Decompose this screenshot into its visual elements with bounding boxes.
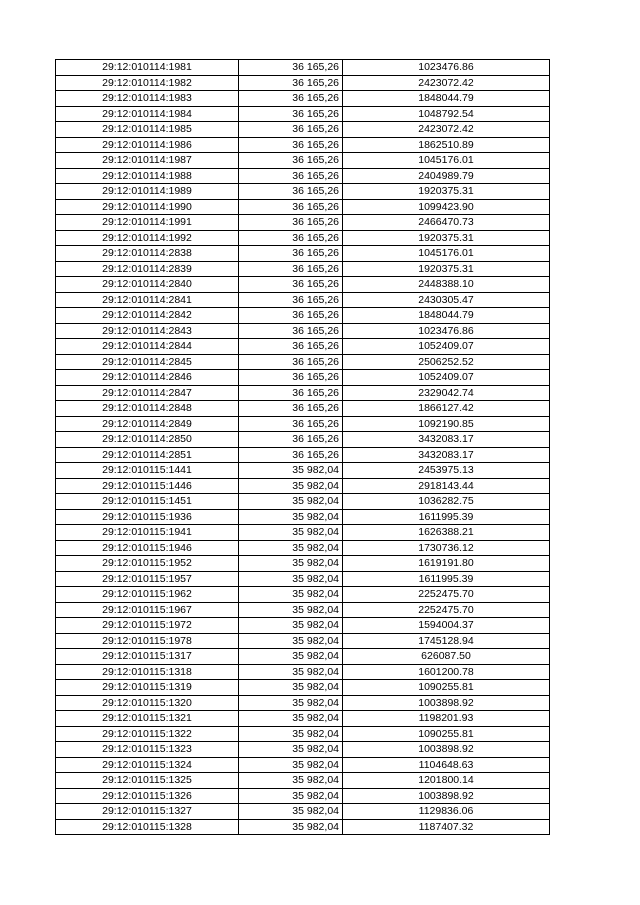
cadastral-number-cell: 29:12:010115:1967 — [56, 602, 239, 618]
table-row — [56, 618, 550, 634]
specific-value-cell: 36 165,26 — [239, 292, 343, 308]
table-row — [56, 122, 550, 138]
cadastral-number-cell: 29:12:010114:2845 — [56, 354, 239, 370]
cadastral-number-cell: 29:12:010115:1326 — [56, 788, 239, 804]
cadastral-number-cell: 29:12:010114:1988 — [56, 168, 239, 184]
cadastral-number-cell: 29:12:010115:1322 — [56, 726, 239, 742]
specific-value-cell: 36 165,26 — [239, 230, 343, 246]
cadastral-value-cell: 1619191.80 — [343, 556, 550, 572]
table-row — [56, 478, 550, 494]
table-row — [56, 199, 550, 215]
cadastral-number-cell: 29:12:010114:2838 — [56, 246, 239, 262]
cadastral-number-cell: 29:12:010114:1983 — [56, 91, 239, 107]
cadastral-number-cell: 29:12:010114:2844 — [56, 339, 239, 355]
cadastral-number-cell: 29:12:010115:1327 — [56, 804, 239, 820]
cadastral-number-cell: 29:12:010114:2849 — [56, 416, 239, 432]
cadastral-value-cell: 2404989.79 — [343, 168, 550, 184]
specific-value-cell: 35 982,04 — [239, 633, 343, 649]
table-row — [56, 60, 550, 76]
cadastral-value-cell: 1048792.54 — [343, 106, 550, 122]
cadastral-value-cell: 1052409.07 — [343, 339, 550, 355]
specific-value-cell: 35 982,04 — [239, 680, 343, 696]
specific-value-cell: 35 982,04 — [239, 556, 343, 572]
cadastral-value-cell: 2466470.73 — [343, 215, 550, 231]
specific-value-cell: 36 165,26 — [239, 215, 343, 231]
table-row — [56, 230, 550, 246]
table-row — [56, 587, 550, 603]
cadastral-value-cell: 1745128.94 — [343, 633, 550, 649]
table-row — [56, 292, 550, 308]
table-row — [56, 664, 550, 680]
specific-value-cell: 35 982,04 — [239, 804, 343, 820]
specific-value-cell: 35 982,04 — [239, 525, 343, 541]
table-row — [56, 401, 550, 417]
cadastral-number-cell: 29:12:010115:1946 — [56, 540, 239, 556]
cadastral-value-cell: 3432083.17 — [343, 432, 550, 448]
table-row — [56, 711, 550, 727]
cadastral-number-cell: 29:12:010115:1328 — [56, 819, 239, 835]
cadastral-number-cell: 29:12:010115:1972 — [56, 618, 239, 634]
cadastral-value-cell: 1920375.31 — [343, 230, 550, 246]
specific-value-cell: 35 982,04 — [239, 788, 343, 804]
cadastral-value-cell: 1848044.79 — [343, 308, 550, 324]
specific-value-cell: 36 165,26 — [239, 246, 343, 262]
cadastral-number-cell: 29:12:010114:2850 — [56, 432, 239, 448]
cadastral-number-cell: 29:12:010114:2839 — [56, 261, 239, 277]
specific-value-cell: 36 165,26 — [239, 168, 343, 184]
table-row — [56, 339, 550, 355]
cadastral-number-cell: 29:12:010114:2846 — [56, 370, 239, 386]
table-row — [56, 308, 550, 324]
specific-value-cell: 35 982,04 — [239, 695, 343, 711]
cadastral-number-cell: 29:12:010115:1319 — [56, 680, 239, 696]
cadastral-value-cell: 2506252.52 — [343, 354, 550, 370]
specific-value-cell: 36 165,26 — [239, 261, 343, 277]
table-row — [56, 571, 550, 587]
specific-value-cell: 36 165,26 — [239, 339, 343, 355]
table-row — [56, 385, 550, 401]
cadastral-number-cell: 29:12:010114:1989 — [56, 184, 239, 200]
cadastral-value-cell: 2423072.42 — [343, 122, 550, 138]
cadastral-value-cell: 1730736.12 — [343, 540, 550, 556]
table-row — [56, 788, 550, 804]
cadastral-value-cell: 1920375.31 — [343, 184, 550, 200]
table-row — [56, 354, 550, 370]
cadastral-value-cell: 1862510.89 — [343, 137, 550, 153]
cadastral-number-cell: 29:12:010114:2840 — [56, 277, 239, 293]
cadastral-value-cell: 3432083.17 — [343, 447, 550, 463]
table-row — [56, 540, 550, 556]
specific-value-cell: 36 165,26 — [239, 385, 343, 401]
cadastral-number-cell: 29:12:010115:1936 — [56, 509, 239, 525]
table-row — [56, 277, 550, 293]
table-row — [56, 370, 550, 386]
cadastral-number-cell: 29:12:010114:2851 — [56, 447, 239, 463]
specific-value-cell: 35 982,04 — [239, 742, 343, 758]
cadastral-value-cell: 1003898.92 — [343, 695, 550, 711]
table-row — [56, 556, 550, 572]
cadastral-number-cell: 29:12:010115:1941 — [56, 525, 239, 541]
table-row — [56, 494, 550, 510]
specific-value-cell: 35 982,04 — [239, 494, 343, 510]
table-row — [56, 819, 550, 835]
specific-value-cell: 35 982,04 — [239, 649, 343, 665]
specific-value-cell: 35 982,04 — [239, 587, 343, 603]
cadastral-number-cell: 29:12:010114:2843 — [56, 323, 239, 339]
cadastral-number-cell: 29:12:010114:1981 — [56, 60, 239, 76]
table-row — [56, 509, 550, 525]
cadastral-number-cell: 29:12:010115:1324 — [56, 757, 239, 773]
table-row — [56, 215, 550, 231]
cadastral-value-cell: 1198201.93 — [343, 711, 550, 727]
cadastral-number-cell: 29:12:010114:2847 — [56, 385, 239, 401]
specific-value-cell: 35 982,04 — [239, 773, 343, 789]
cadastral-number-cell: 29:12:010115:1323 — [56, 742, 239, 758]
specific-value-cell: 35 982,04 — [239, 711, 343, 727]
cadastral-value-cell: 2448388.10 — [343, 277, 550, 293]
cadastral-value-cell: 1594004.37 — [343, 618, 550, 634]
table-row — [56, 726, 550, 742]
cadastral-value-cell: 1611995.39 — [343, 571, 550, 587]
specific-value-cell: 35 982,04 — [239, 540, 343, 556]
specific-value-cell: 35 982,04 — [239, 819, 343, 835]
cadastral-number-cell: 29:12:010114:1985 — [56, 122, 239, 138]
table-body — [56, 60, 550, 835]
cadastral-value-cell: 2430305.47 — [343, 292, 550, 308]
table-row — [56, 323, 550, 339]
table-row — [56, 602, 550, 618]
cadastral-value-cell: 1187407.32 — [343, 819, 550, 835]
table-row — [56, 75, 550, 91]
cadastral-value-cell: 1092190.85 — [343, 416, 550, 432]
specific-value-cell: 36 165,26 — [239, 75, 343, 91]
cadastral-value-cell: 1848044.79 — [343, 91, 550, 107]
cadastral-number-cell: 29:12:010114:1991 — [56, 215, 239, 231]
cadastral-number-cell: 29:12:010115:1441 — [56, 463, 239, 479]
table-row — [56, 463, 550, 479]
specific-value-cell: 35 982,04 — [239, 478, 343, 494]
specific-value-cell: 36 165,26 — [239, 447, 343, 463]
cadastral-number-cell: 29:12:010115:1446 — [56, 478, 239, 494]
cadastral-value-cell: 1601200.78 — [343, 664, 550, 680]
table-row — [56, 447, 550, 463]
specific-value-cell: 36 165,26 — [239, 308, 343, 324]
specific-value-cell: 36 165,26 — [239, 60, 343, 76]
table-row — [56, 633, 550, 649]
cadastral-number-cell: 29:12:010115:1317 — [56, 649, 239, 665]
cadastral-value-cell: 1023476.86 — [343, 60, 550, 76]
cadastral-value-cell: 2252475.70 — [343, 602, 550, 618]
cadastral-value-cell: 2918143.44 — [343, 478, 550, 494]
table-row — [56, 680, 550, 696]
cadastral-number-cell: 29:12:010115:1978 — [56, 633, 239, 649]
specific-value-cell: 36 165,26 — [239, 122, 343, 138]
specific-value-cell: 35 982,04 — [239, 602, 343, 618]
cadastral-number-cell: 29:12:010114:1984 — [56, 106, 239, 122]
table-row — [56, 695, 550, 711]
table-row — [56, 153, 550, 169]
table-row — [56, 91, 550, 107]
cadastral-value-cell: 1052409.07 — [343, 370, 550, 386]
specific-value-cell: 36 165,26 — [239, 323, 343, 339]
cadastral-number-cell: 29:12:010115:1962 — [56, 587, 239, 603]
table-row — [56, 649, 550, 665]
cadastral-number-cell: 29:12:010114:1986 — [56, 137, 239, 153]
specific-value-cell: 36 165,26 — [239, 432, 343, 448]
cadastral-value-cell: 1045176.01 — [343, 153, 550, 169]
specific-value-cell: 36 165,26 — [239, 106, 343, 122]
specific-value-cell: 36 165,26 — [239, 401, 343, 417]
cadastral-value-cell: 1023476.86 — [343, 323, 550, 339]
specific-value-cell: 35 982,04 — [239, 509, 343, 525]
table-row — [56, 261, 550, 277]
cadastral-value-cell: 1201800.14 — [343, 773, 550, 789]
table-row — [56, 137, 550, 153]
cadastral-value-cell: 1104648.63 — [343, 757, 550, 773]
specific-value-cell: 35 982,04 — [239, 757, 343, 773]
specific-value-cell: 36 165,26 — [239, 277, 343, 293]
cadastral-value-cell: 1129836.06 — [343, 804, 550, 820]
table-row — [56, 106, 550, 122]
specific-value-cell: 36 165,26 — [239, 137, 343, 153]
specific-value-cell: 36 165,26 — [239, 199, 343, 215]
specific-value-cell: 36 165,26 — [239, 91, 343, 107]
cadastral-value-cell: 1920375.31 — [343, 261, 550, 277]
cadastral-value-table — [55, 59, 550, 835]
cadastral-number-cell: 29:12:010114:2842 — [56, 308, 239, 324]
cadastral-number-cell: 29:12:010115:1451 — [56, 494, 239, 510]
cadastral-number-cell: 29:12:010115:1320 — [56, 695, 239, 711]
cadastral-value-cell: 1090255.81 — [343, 726, 550, 742]
table-row — [56, 773, 550, 789]
specific-value-cell: 36 165,26 — [239, 370, 343, 386]
cadastral-value-cell: 1045176.01 — [343, 246, 550, 262]
cadastral-value-cell: 1003898.92 — [343, 788, 550, 804]
specific-value-cell: 36 165,26 — [239, 153, 343, 169]
cadastral-number-cell: 29:12:010114:1987 — [56, 153, 239, 169]
specific-value-cell: 35 982,04 — [239, 726, 343, 742]
cadastral-value-cell: 626087.50 — [343, 649, 550, 665]
cadastral-number-cell: 29:12:010115:1321 — [56, 711, 239, 727]
cadastral-number-cell: 29:12:010114:1992 — [56, 230, 239, 246]
cadastral-number-cell: 29:12:010114:1990 — [56, 199, 239, 215]
cadastral-value-cell: 1611995.39 — [343, 509, 550, 525]
cadastral-value-cell: 1866127.42 — [343, 401, 550, 417]
specific-value-cell: 36 165,26 — [239, 184, 343, 200]
table-row — [56, 804, 550, 820]
cadastral-number-cell: 29:12:010114:2841 — [56, 292, 239, 308]
cadastral-number-cell: 29:12:010114:1982 — [56, 75, 239, 91]
cadastral-value-cell: 1003898.92 — [343, 742, 550, 758]
specific-value-cell: 35 982,04 — [239, 571, 343, 587]
table-row — [56, 757, 550, 773]
cadastral-value-cell: 1036282.75 — [343, 494, 550, 510]
specific-value-cell: 35 982,04 — [239, 618, 343, 634]
table-row — [56, 168, 550, 184]
cadastral-number-cell: 29:12:010115:1952 — [56, 556, 239, 572]
specific-value-cell: 35 982,04 — [239, 664, 343, 680]
cadastral-number-cell: 29:12:010115:1318 — [56, 664, 239, 680]
table-row — [56, 184, 550, 200]
specific-value-cell: 36 165,26 — [239, 354, 343, 370]
specific-value-cell: 35 982,04 — [239, 463, 343, 479]
specific-value-cell: 36 165,26 — [239, 416, 343, 432]
cadastral-value-cell: 1626388.21 — [343, 525, 550, 541]
table-row — [56, 525, 550, 541]
table-row — [56, 416, 550, 432]
cadastral-value-cell: 2423072.42 — [343, 75, 550, 91]
table-row — [56, 246, 550, 262]
cadastral-value-cell: 2329042.74 — [343, 385, 550, 401]
cadastral-number-cell: 29:12:010115:1957 — [56, 571, 239, 587]
cadastral-value-cell: 1090255.81 — [343, 680, 550, 696]
cadastral-number-cell: 29:12:010114:2848 — [56, 401, 239, 417]
table-row — [56, 742, 550, 758]
cadastral-value-cell: 2252475.70 — [343, 587, 550, 603]
table-row — [56, 432, 550, 448]
cadastral-value-cell: 2453975.13 — [343, 463, 550, 479]
cadastral-number-cell: 29:12:010115:1325 — [56, 773, 239, 789]
cadastral-value-cell: 1099423.90 — [343, 199, 550, 215]
